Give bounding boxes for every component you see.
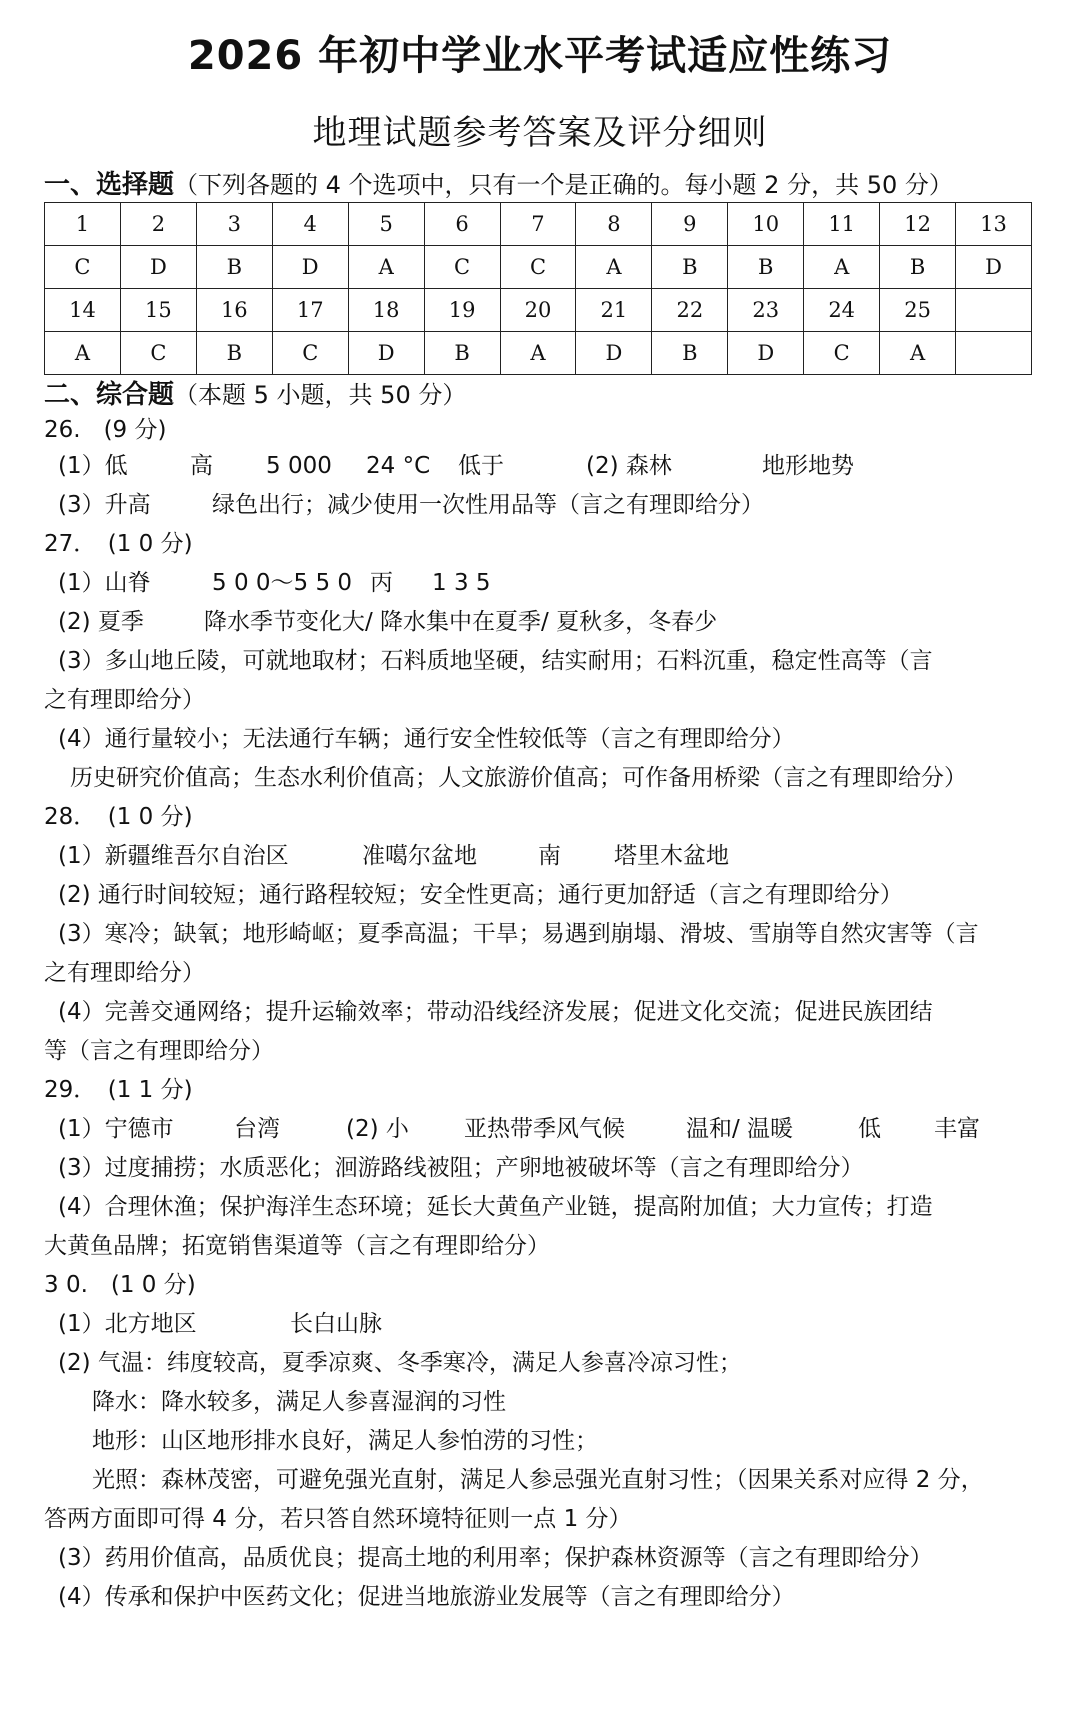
q30-part2-line1: (2) 气温：纬度较高，夏季凉爽、冬季寒冷，满足人参喜冷凉习性； [58,1350,742,1376]
q29-ans-2: 台湾 [234,1116,280,1142]
q29-ans-3: (2) 小 [346,1116,409,1142]
q26-ans-8: (3）升高 [58,492,151,518]
q26-ans-6: (2) 森林 [586,453,672,479]
q27-ans-5: (2) 夏季 [58,609,144,635]
q28-part3-line2: 之有理即给分） [44,960,205,986]
q29-part4-line1: (4）合理休渔；保护海洋生态环境；延长大黄鱼产业链，提高附加值；大力宣传；打造 [58,1194,933,1220]
answer-cell: B [652,246,728,289]
question-number-cell: 24 [804,289,880,332]
question-number-cell: 7 [500,203,576,246]
answer-table-number-row [45,289,1032,332]
q30-header: 3 0. (1 0 分) [44,1272,196,1298]
q28-part2: (2) 通行时间较短；通行路程较短；安全性更高；通行更加舒适（言之有理即给分） [58,882,903,908]
section1-heading: 一、选择题 [44,170,175,200]
q27-part2 [58,602,1048,642]
q27-ans-4: 1 3 5 [432,570,491,596]
q30-part2-line3: 地形：山区地形排水良好，满足人参怕涝的习性； [92,1428,598,1454]
q29-ans-5: 温和/ 温暖 [686,1116,794,1142]
q27-part1 [58,563,1048,603]
q30-part4: (4）传承和保护中医药文化；促进当地旅游业发展等（言之有理即给分） [58,1584,795,1610]
answer-cell: C [45,246,121,289]
question-number-cell: 11 [804,203,880,246]
q26-part1 [58,446,1048,486]
answer-cell: D [576,332,652,375]
q26-ans-2: 高 [190,453,213,479]
question-number-cell [956,289,1032,332]
q28-ans-2: 准噶尔盆地 [362,843,477,869]
q29-ans-4: 亚热带季风气候 [464,1116,625,1142]
q28-ans-3: 南 [538,843,561,869]
q29-part3: (3）过度捕捞；水质恶化；洄游路线被阻；产卵地被破坏等（言之有理即给分） [58,1155,864,1181]
question-number-cell: 22 [652,289,728,332]
question-number-cell: 1 [45,203,121,246]
answer-cell [956,332,1032,375]
question-number-cell: 2 [120,203,196,246]
question-number-cell: 9 [652,203,728,246]
q27-ans-6: 降水季节变化大/ 降水集中在夏季/ 夏秋多，冬春少 [204,609,718,635]
q28-ans-1: (1）新疆维吾尔自治区 [58,843,289,869]
q27-ans-1: (1）山脊 [58,570,151,596]
q27-ans-2: 5 0 0～5 5 0 [212,570,353,596]
q30-ans-1: (1）北方地区 [58,1311,197,1337]
answer-cell: A [804,246,880,289]
question-number-cell: 18 [348,289,424,332]
section2-note: （本题 5 小题，共 50 分） [174,381,467,409]
answer-cell: D [120,246,196,289]
answer-cell: A [348,246,424,289]
q30-part1 [58,1304,1048,1344]
q28-ans-4: 塔里木盆地 [614,843,729,869]
q27-part3-line1: (3）多山地丘陵，可就地取材；石料质地坚硬，结实耐用；石料沉重，稳定性高等（言 [58,648,933,674]
answer-table-number-row [45,203,1032,246]
q26-ans-7: 地形地势 [762,453,854,479]
answer-table [44,202,1032,375]
q28-part3-line1: (3）寒冷；缺氧；地形崎岖；夏季高温；干旱；易遇到崩塌、滑坡、雪崩等自然灾害等（言 [58,921,979,947]
answer-cell: B [196,246,272,289]
answer-cell: B [728,246,804,289]
question-number-cell: 6 [424,203,500,246]
q29-ans-6: 低 [858,1116,881,1142]
q27-ans-3: 丙 [370,570,393,596]
q28-part4-line2: 等（言之有理即给分） [44,1038,274,1064]
answer-cell: A [500,332,576,375]
section1-header [44,164,953,201]
answer-cell: C [272,332,348,375]
answer-table-answer-row [45,332,1032,375]
page-subtitle: 地理试题参考答案及评分细则 [312,113,768,153]
question-number-cell: 12 [880,203,956,246]
answer-cell: C [424,246,500,289]
question-number-cell: 25 [880,289,956,332]
answer-cell: B [424,332,500,375]
question-number-cell: 20 [500,289,576,332]
q28-part4-line1: (4）完善交通网络；提升运输效率；带动沿线经济发展；促进文化交流；促进民族团结 [58,999,933,1025]
answer-cell: C [804,332,880,375]
question-number-cell: 15 [120,289,196,332]
q30-part2-line4: 光照：森林茂密，可避免强光直射，满足人参忌强光直射习性；（因果关系对应得 2 分， [92,1467,984,1493]
q26-ans-4: 24 °C [366,453,431,479]
q29-ans-7: 丰富 [934,1116,980,1142]
answer-cell: C [120,332,196,375]
q30-part2-line2: 降水：降水较多，满足人参喜湿润的习性 [92,1389,506,1415]
q26-ans-1: (1）低 [58,453,128,479]
q29-ans-1: (1）宁德市 [58,1116,174,1142]
q29-part4-line2: 大黄鱼品牌；拓宽销售渠道等（言之有理即给分） [44,1233,550,1259]
answer-cell: C [500,246,576,289]
q30-ans-2: 长白山脉 [290,1311,382,1337]
question-number-cell: 4 [272,203,348,246]
answer-cell: A [45,332,121,375]
q30-part3: (3）药用价值高，品质优良；提高土地的利用率；保护森林资源等（言之有理即给分） [58,1545,933,1571]
q27-part4-line2: 历史研究价值高；生态水利价值高；人文旅游价值高；可作备用桥梁（言之有理即给分） [70,765,967,791]
q26-ans-3: 5 000 [266,453,332,479]
q27-header: 27． (1 0 分) [44,531,193,557]
question-number-cell: 16 [196,289,272,332]
answer-cell: D [272,246,348,289]
section2-header [44,374,466,411]
question-number-cell: 19 [424,289,500,332]
question-number-cell: 5 [348,203,424,246]
question-number-cell: 17 [272,289,348,332]
q26-ans-5: 低于 [458,453,504,479]
page-title: 2026 年初中学业水平考试适应性练习 [187,33,893,79]
section1-note: （下列各题的 4 个选项中，只有一个是正确的。每小题 2 分，共 50 分） [174,171,953,199]
q27-part4-line1: (4）通行量较小；无法通行车辆；通行安全性较低等（言之有理即给分） [58,726,795,752]
q26-part3 [58,485,1048,525]
q26-header: 26. (9 分) [44,417,167,443]
answer-cell: A [880,332,956,375]
question-number-cell: 3 [196,203,272,246]
answer-cell: A [576,246,652,289]
q29-part1 [58,1109,1048,1149]
question-number-cell: 23 [728,289,804,332]
question-number-cell: 14 [45,289,121,332]
answer-cell: B [880,246,956,289]
q28-part1 [58,836,1048,876]
answer-cell: D [956,246,1032,289]
q27-part3-line2: 之有理即给分） [44,687,205,713]
q30-part2-line5: 答两方面即可得 4 分，若只答自然环境特征则一点 1 分） [44,1506,632,1532]
answer-cell: D [728,332,804,375]
answer-cell: D [348,332,424,375]
q29-header: 29． (1 1 分) [44,1077,193,1103]
question-number-cell: 21 [576,289,652,332]
q26-ans-9: 绿色出行；减少使用一次性用品等（言之有理即给分） [212,492,764,518]
section2-heading: 二、综合题 [44,380,175,410]
q28-header: 28． (1 0 分) [44,804,193,830]
answer-table-answer-row [45,246,1032,289]
question-number-cell: 8 [576,203,652,246]
question-number-cell: 13 [956,203,1032,246]
answer-cell: B [196,332,272,375]
question-number-cell: 10 [728,203,804,246]
answer-cell: B [652,332,728,375]
